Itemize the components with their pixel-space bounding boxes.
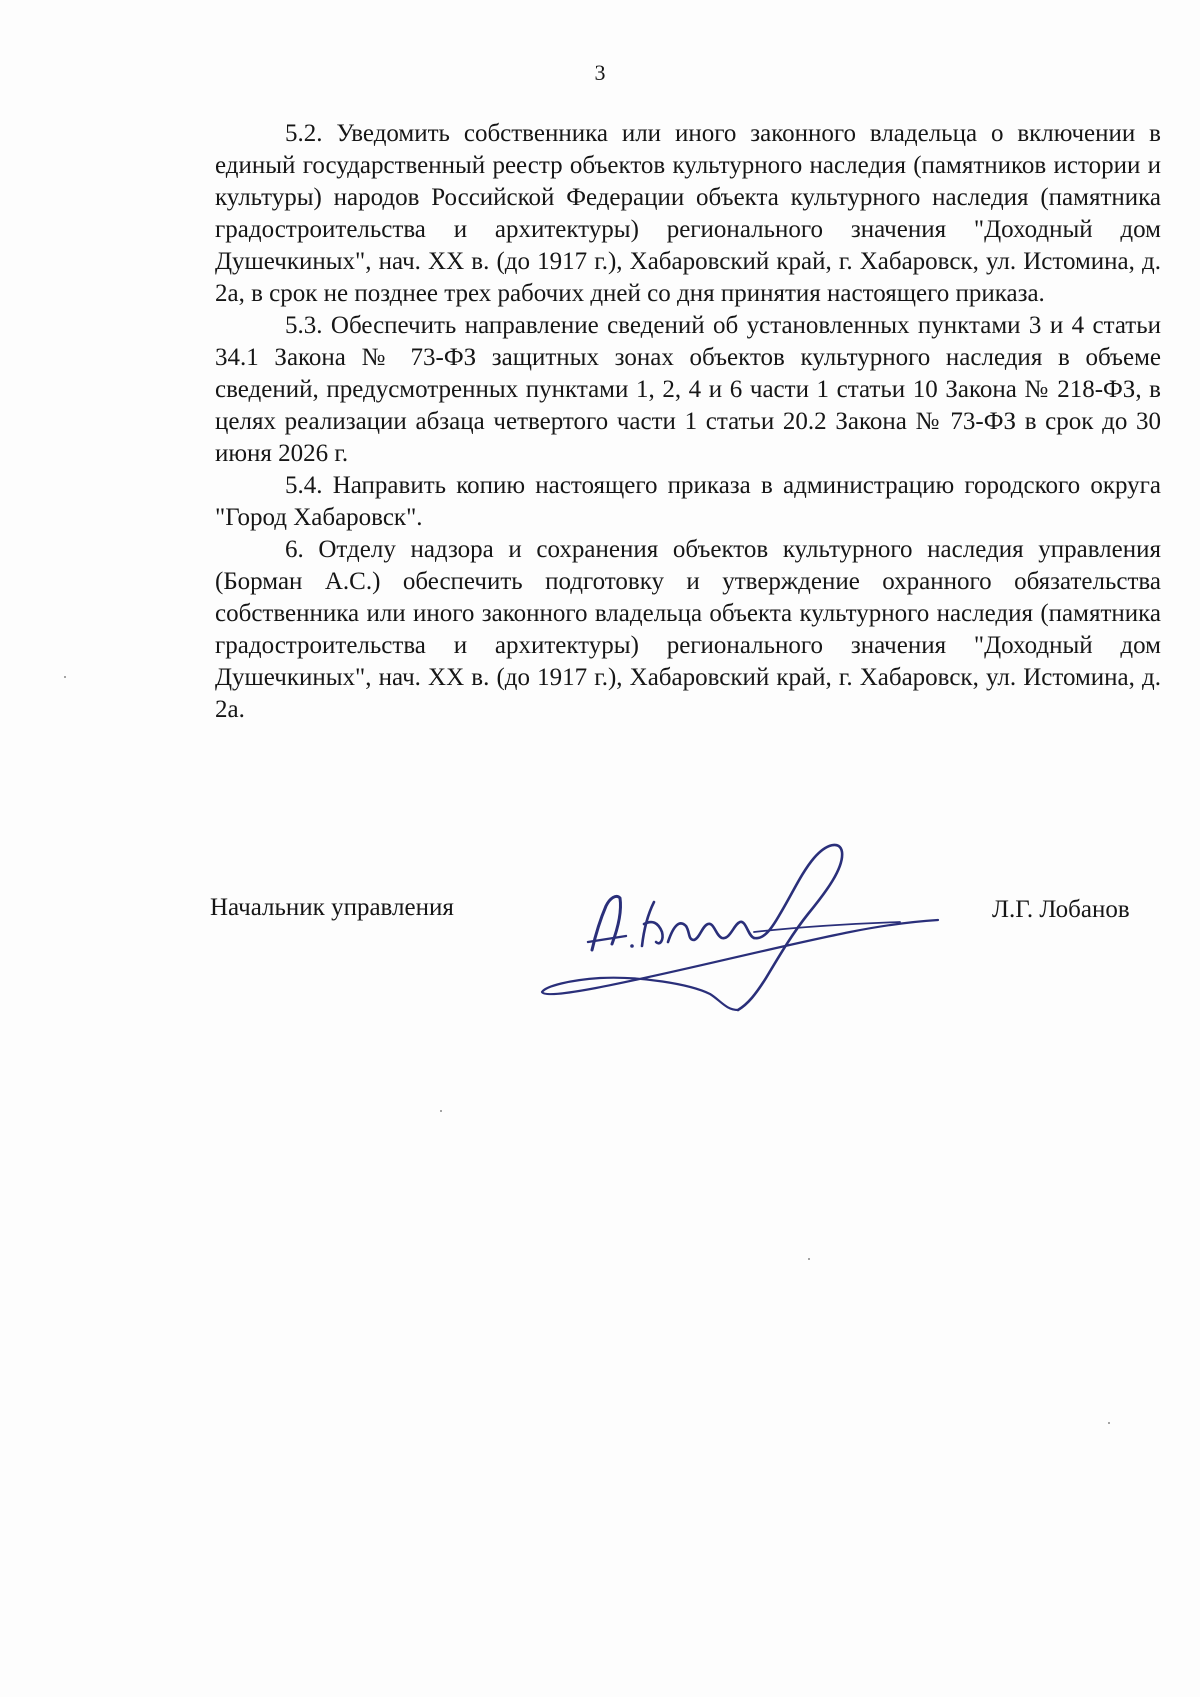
paragraph-5-4: 5.4. Направить копию настоящего приказа в администрацию городского округа "Город Хабаровск". xyxy=(215,472,1161,531)
page-number: 3 xyxy=(594,60,606,85)
scan-speck xyxy=(808,1258,810,1260)
scan-speck xyxy=(64,676,66,678)
scan-speck xyxy=(440,1110,442,1112)
signatory-position: Начальник управления xyxy=(210,894,454,921)
document-body xyxy=(215,118,1161,726)
paragraph-5-3: 5.3. Обеспечить направление сведений об установленных пунктами 3 и 4 статьи 34.1 Закона № 73-ФЗ защитных зонах объектов культурного наследия в объеме сведений, предусмотренных пунктами 1, 2, 4 и 6 части 1 статьи 10 Закона № 218-ФЗ, в целях реализации абзаца четвертого части 1 статьи 20.2 Закона № 73-ФЗ в срок до 30 июня 2026 г. xyxy=(215,312,1161,467)
handwritten-signature xyxy=(540,828,940,1018)
signature-block xyxy=(0,880,1200,1000)
paragraph-5-2: 5.2. Уведомить собственника или иного законного владельца о включении в единый государственный реестр объектов культурного наследия (памятников истории и культуры) народов Российской Федерации объекта культурного наследия (памятника градостроительства и архитектуры) регионального значения "Доходный дом Душечкиных", нач. XX в. (до 1917 г.), Хабаровский край, г. Хабаровск, ул. Истомина, д. 2а, в срок не позднее трех рабочих дней со дня принятия настоящего приказа. xyxy=(215,120,1161,307)
signatory-name: Л.Г. Лобанов xyxy=(992,896,1130,923)
scan-speck xyxy=(1108,1422,1110,1424)
paragraph-6: 6. Отделу надзора и сохранения объектов культурного наследия управления (Борман А.С.) обеспечить подготовку и утверждение охранного обязательства собственника или иного законного владельца объекта культурного наследия (памятника градостроительства и архитектуры) регионального значения "Доходный дом Душечкиных", нач. XX в. (до 1917 г.), Хабаровский край, г. Хабаровск, ул. Истомина, д. 2а. xyxy=(215,536,1161,723)
